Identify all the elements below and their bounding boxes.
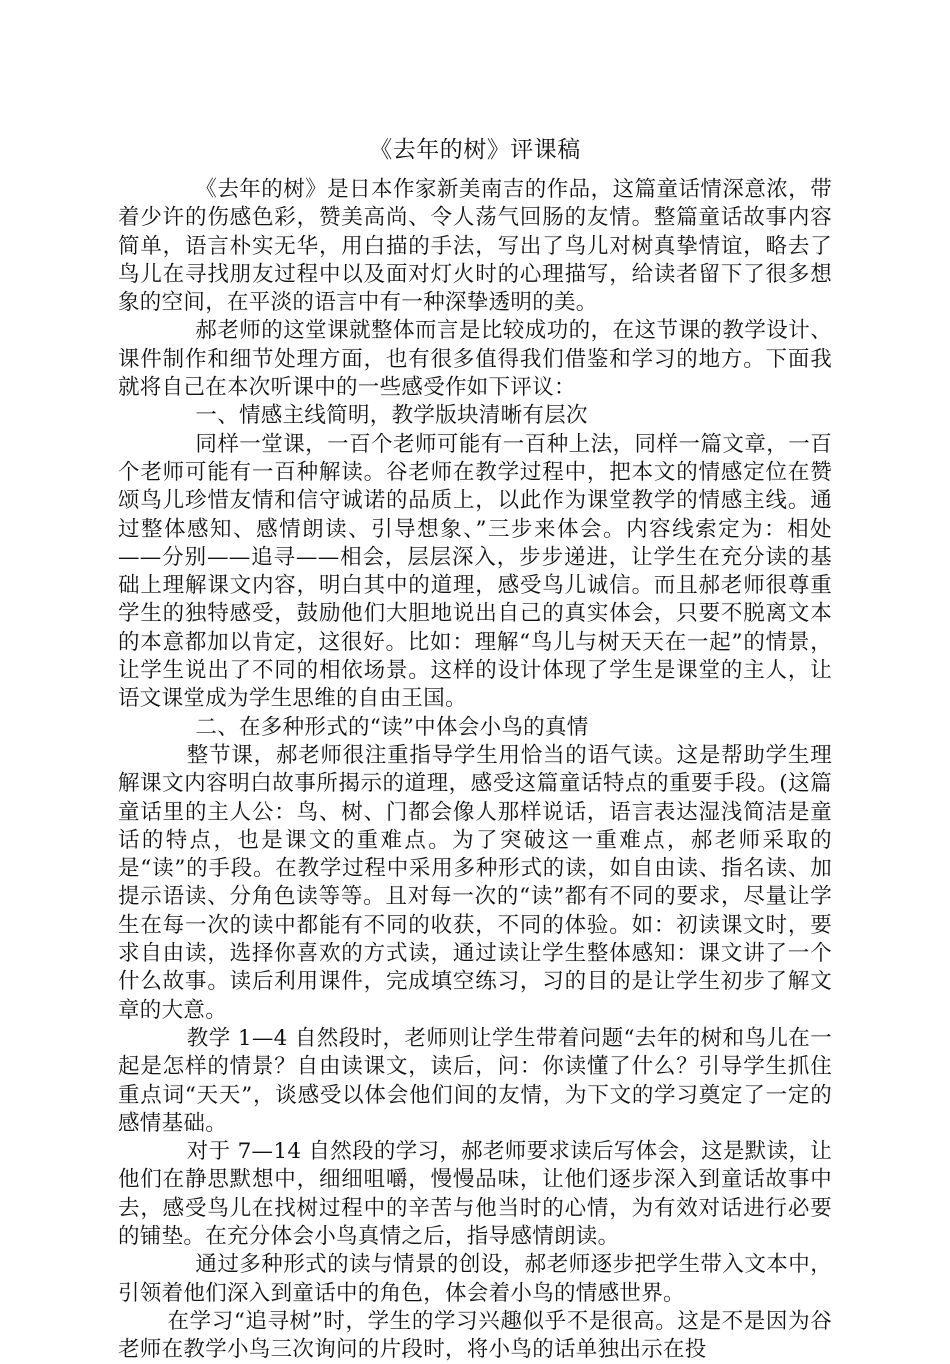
section-heading-1: 一、情感主线简明，教学版块清晰有层次: [195, 403, 588, 429]
paragraph-search-tree: 在学习“追寻树”时，学生的学习兴趣似乎不是很高。这是不是因为谷老师在教学小鸟三次询问的片段时，将小鸟的话单独出示在投: [118, 1308, 832, 1363]
document-body: [118, 134, 832, 1364]
paragraph-intro: 《去年的树》是日本作家新美南吉的作品，这篇童话情深意浓，带着少许的伤感色彩，赞美高尚、令人荡气回肠的友情。整篇童话故事内容简单，语言朴实无华，用白描的手法，写出了鸟儿对树真挚情谊，略去了鸟儿在寻找朋友过程中以及面对灯火时的心理描写，给读者留下了很多想象的空间，在平淡的语言中有一种深挚透明的美。: [118, 177, 832, 316]
document-title: 《去年的树》评课稿: [369, 137, 581, 163]
paragraph-section-2: 整节课，郝老师很注重指导学生用恰当的语气读。这是帮助学生理解课文内容明白故事所揭示的道理，感受这篇童话特点的重要手段。(这篇童话里的主人公：鸟、树、门都会像人那样说话，语言表达湿浅简洁是童话的特点，也是课文的重难点。为了突破这一重难点，郝老师采取的是“读”的手段。在教学过程中采用多种形式的读，如自由读、指名读、加提示语读、分角色读等等。且对每一次的“读”都有不同的要求，尽量让学生在每一次的读中都能有不同的收获，不同的体验。如：初读课文时，要求自由读，选择你喜欢的方式读，通过读让学生整体感知：课文讲了一个什么故事。读后利用课件，完成填空练习，习的目的是让学生初步了解文章的大意。: [118, 742, 832, 1023]
paragraph-overview: 郝老师的这堂课就整体而言是比较成功的，在这节课的教学设计、课件制作和细节处理方面，也有很多值得我们借鉴和学习的地方。下面我就将自己在本次听课中的一些感受作如下评议：: [118, 318, 832, 401]
section-heading-2: 二、在多种形式的“读”中体会小鸟的真情: [195, 714, 589, 740]
paragraph-reading-forms: 通过多种形式的读与情景的创设，郝老师逐步把学生带入文本中，引领着他们深入到童话中的角色，体会着小鸟的情感世界。: [118, 1252, 832, 1306]
paragraph-lesson-7-14: 对于 7—14 自然段的学习，郝老师要求读后写体会，这是默读，让他们在静思默想中，细细咀嚼，慢慢品味，让他们逐步深入到童话故事中去，感受鸟儿在找树过程中的辛苦与他当时的心情，为有效对话进行必要的铺垫。在充分体会小鸟真情之后，指导感情朗读。: [118, 1139, 832, 1249]
paragraph-lesson-1-4: 教学 1—4 自然段时，老师则让学生带着问题“去年的树和鸟儿在一起是怎样的情景？自由读课文，读后，问：你读懂了什么？引导学生抓住重点词“天天”，谈感受以体会他们间的友情，为下文的学习奠定了一定的感情基础。: [118, 1025, 832, 1136]
paragraph-section-1: 同样一堂课，一百个老师可能有一百种上法，同样一篇文章，一百个老师可能有一百种解读。谷老师在教学过程中，把本文的情感定位在赞颂鸟儿珍惜友情和信守诚诺的品质上，以此作为课堂教学的情感主线。通过整体感知、感情朗读、引导想象、”三步来体会。内容线索定为：相处——分别——追寻——相会，层层深入，步步递进，让学生在充分读的基础上理解课文内容，明白其中的道理，感受鸟儿诚信。而且郝老师很尊重学生的独特感受，鼓励他们大胆地说出自己的真实体会，只要不脱离文本的本意都加以肯定，这很好。比如：理解“鸟儿与树天天在一起”的情景，让学生说出了不同的相依场景。这样的设计体现了学生是课堂的主人，让语文课堂成为学生思维的自由王国。: [118, 431, 832, 712]
